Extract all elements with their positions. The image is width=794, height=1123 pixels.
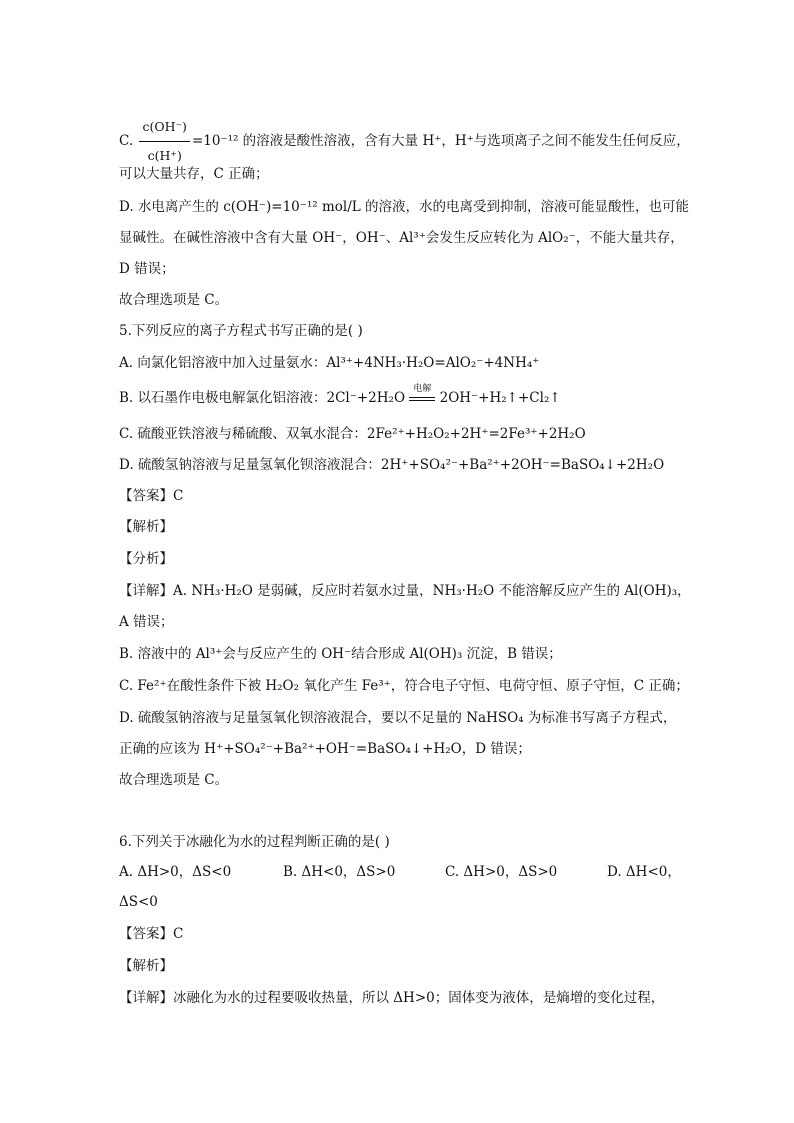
q4-c-continuation: 可以大量共存，C 正确； (119, 166, 269, 182)
concentration-fraction (139, 114, 190, 169)
q6-detail: 【详解】冰融化为水的过程要吸收热量，所以 ΔH>0；固体变为液体，是熵增的变化过程， (119, 990, 665, 1006)
electrolysis-sign (409, 384, 435, 408)
q4-c-prefix: C. (119, 133, 134, 149)
q4-d-line-3: D 错误； (119, 261, 175, 277)
fraction-denominator: c(H⁺) (147, 148, 182, 163)
q5-detail-c: C. Fe²⁺在酸性条件下被 H₂O₂ 氧化产生 Fe³⁺，符合电子守恒、电荷守恒、原子守恒，C 正确； (119, 678, 689, 694)
q6-option-d: D. ΔH<0， (607, 864, 681, 880)
q6-option-d-continuation: ΔS<0 (119, 894, 158, 910)
q5-option-a: A. 向氯化铝溶液中加入过量氨水：Al³⁺+4NH₃·H₂O=AlO₂⁻+4NH₄⁺ (119, 355, 540, 371)
q5-option-b-post: 2OH⁻+H₂↑+Cl₂↑ (435, 390, 561, 406)
q6-option-a: A. ΔH>0，ΔS<0 (119, 864, 232, 880)
q6-analysis-label: 【解析】 (119, 958, 173, 974)
q6-option-c: C. ΔH>0，ΔS>0 (445, 864, 558, 880)
q5-detail-b: B. 溶液中的 Al³⁺会与反应产生的 OH⁻结合形成 Al(OH)₃ 沉淀，B 错误； (119, 646, 562, 662)
q5-stem: 5.下列反应的离子方程式书写正确的是( ) (119, 323, 363, 339)
q6-option-b: B. ΔH<0，ΔS>0 (283, 864, 396, 880)
q6-options-row (119, 862, 681, 882)
q5-option-b-pre: B. 以石墨作电极电解氯化铝溶液：2Cl⁻+2H₂O (119, 390, 406, 406)
q4-d-line-1: D. 水电离产生的 c(OH⁻)=10⁻¹² mol/L 的溶液，水的电离受到抑制，溶液可能显酸性，也可能 (119, 199, 690, 215)
q4-c-text: =10⁻¹² 的溶液是酸性溶液，含有大量 H⁺，H⁺与选项离子之间不能发生任何反应， (191, 133, 690, 149)
q5-option-d: D. 硫酸氢钠溶液与足量氢氧化钡溶液混合：2H⁺+SO₄²⁻+Ba²⁺+2OH⁻=BaSO₄↓+2H₂O (119, 457, 665, 473)
q5-detail-a-2: A 错误； (119, 614, 174, 630)
q6-stem: 6.下列关于冰融化为水的过程判断正确的是( ) (119, 834, 390, 850)
q5-answer: 【答案】C (119, 488, 184, 504)
fraction-numerator: c(OH⁻) (139, 114, 190, 142)
q5-conclusion: 故合理选项是 C。 (119, 772, 229, 788)
electrolysis-condition: 电解 (413, 384, 432, 394)
q5-detail-d-2: 正确的应该为 H⁺+SO₄²⁻+Ba²⁺+OH⁻=BaSO₄↓+H₂O，D 错误； (119, 741, 531, 757)
q5-option-b (119, 384, 561, 408)
q4-conclusion: 故合理选项是 C。 (119, 292, 229, 308)
q5-option-c: C. 硫酸亚铁溶液与稀硫酸、双氧水混合：2Fe²⁺+H₂O₂+2H⁺=2Fe³⁺+2H₂O (119, 426, 586, 442)
q4-d-line-2: 显碱性。在碱性溶液中含有大量 OH⁻，OH⁻、Al³⁺会发生反应转化为 AlO₂⁻，不能大量共存， (119, 230, 684, 246)
q5-detail-d-1: D. 硫酸氢钠溶液与足量氢氧化钡溶液混合，要以不足量的 NaHSO₄ 为标准书写离子方程式， (119, 710, 677, 726)
q5-fenxi-label: 【分析】 (119, 551, 173, 567)
q5-detail-a-1: 【详解】A. NH₃·H₂O 是弱碱，反应时若氨水过量，NH₃·H₂O 不能溶解反应产生的 Al(OH)₃， (119, 583, 691, 599)
q6-answer: 【答案】C (119, 926, 184, 942)
q5-analysis-label: 【解析】 (119, 519, 173, 535)
q4-option-c-line (119, 114, 690, 169)
